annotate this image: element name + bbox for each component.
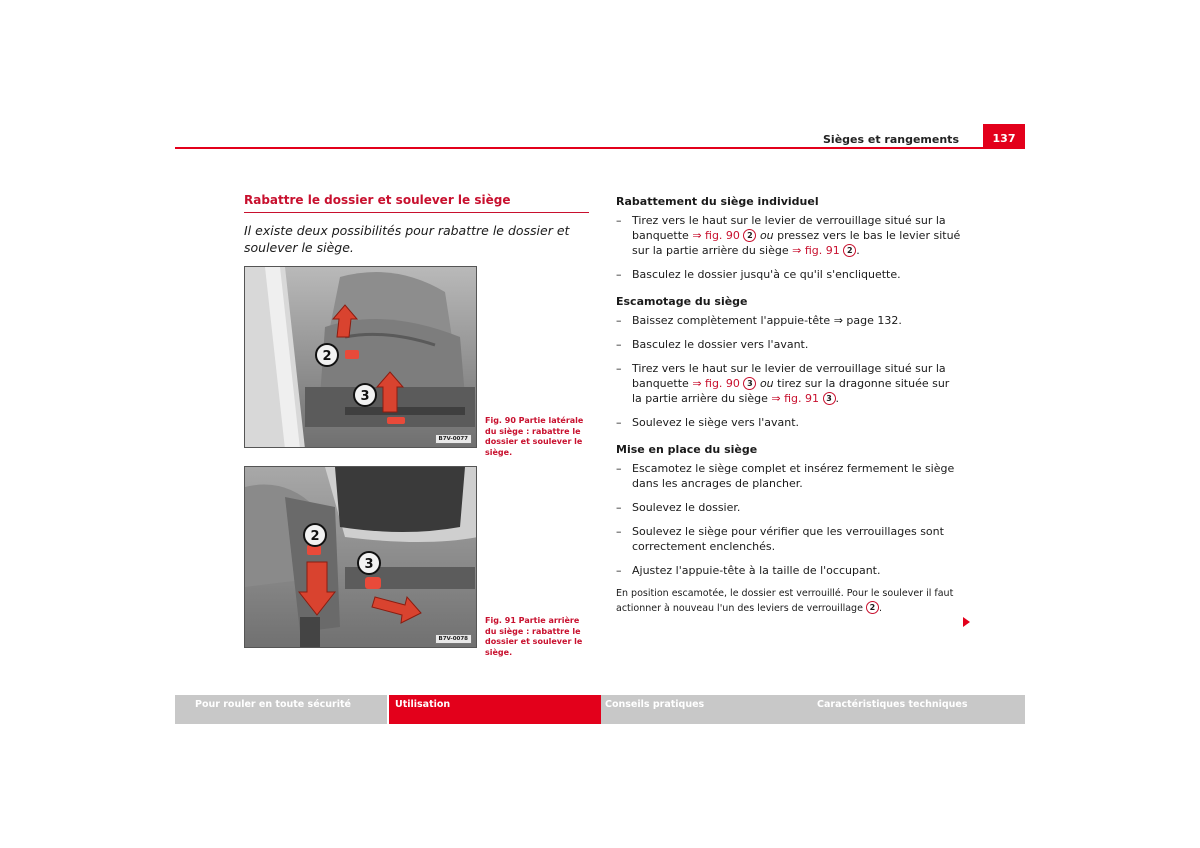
right-column [616,194,962,616]
list-item: – Escamotez le siège complet et insérez fermement le siège dans les ancrages de plancher. [616,462,955,490]
list-item: – Baissez complètement l'appuie-tête ⇒ page 132. [616,314,902,327]
figure-90-caption: Fig. 90 Partie latérale du siège : rabattre le dossier et soulever le siège. [485,416,584,457]
left-column [244,193,589,256]
figure-91-marker-3: 3 [364,557,374,572]
list-item: – Basculez le dossier vers l'avant. [616,338,809,351]
heading-rabattement: Rabattement du siège individuel [616,195,819,208]
figure-90-marker-2: 2 [322,349,332,364]
figure-90-code: B7V-0077 [435,434,472,444]
heading-mise-en-place: Mise en place du siège [616,443,758,456]
next-page-arrow-icon[interactable] [963,617,970,627]
page-number-badge: 137 [983,124,1025,149]
footer-tab-conseils[interactable]: Conseils pratiques [601,695,813,724]
marker-circle: 3 [823,392,836,405]
marker-circle: 2 [866,601,879,614]
footer-tab-caracteristiques[interactable]: Caractéristiques techniques [813,695,1025,724]
link-fig-90[interactable]: ⇒ fig. 90 [692,377,740,390]
list-item: – Soulevez le siège vers l'avant. [616,416,800,429]
heading-escamotage: Escamotage du siège [616,295,748,308]
list-item: – Soulevez le siège pour vérifier que les verrouillages sont correctement enclenchés. [616,525,944,553]
section-title: Rabattre le dossier et soulever le siège [244,193,589,213]
footer-tab-utilisation[interactable]: Utilisation [389,695,601,724]
note-text: En position escamotée, le dossier est verrouillé. Pour le soulever il faut actionner à nouveau l'un des leviers de verrouillage 2 . [616,588,954,614]
figure-91-marker-2: 2 [310,529,320,544]
figure-90-image [244,266,477,448]
list-item: – Tirez vers le haut sur le levier de verrouillage situé sur la banquette ⇒ fig. 90 3 ou tirez sur la dragonne située sur la partie arrière du siège ⇒ fig. 91 3 . [616,362,950,405]
link-fig-90[interactable]: ⇒ fig. 90 [692,229,740,242]
header-rule [175,147,1025,149]
footer-tab-securite[interactable]: Pour rouler en toute sécurité [175,695,387,724]
intro-text: Il existe deux possibilités pour rabattre le dossier et soulever le siège. [244,223,570,255]
figure-91-caption: Fig. 91 Partie arrière du siège : rabattre le dossier et soulever le siège. [485,616,583,657]
list-item: – Soulevez le dossier. [616,501,741,514]
running-header-title: Sièges et rangements [823,133,959,146]
marker-circle: 2 [743,229,756,242]
marker-circle: 3 [743,377,756,390]
figure-91-image [244,466,477,648]
link-fig-91[interactable]: ⇒ fig. 91 [792,244,840,257]
list-item: – Ajustez l'appuie-tête à la taille de l'occupant. [616,564,881,577]
marker-circle: 2 [843,244,856,257]
list-item: – Basculez le dossier jusqu'à ce qu'il s'encliquette. [616,268,901,281]
list-item: – Tirez vers le haut sur le levier de verrouillage situé sur la banquette ⇒ fig. 90 2 ou pressez vers le bas le levier situé sur la partie arrière du siège ⇒ fig. 91 2 . [616,214,961,257]
link-fig-91[interactable]: ⇒ fig. 91 [771,392,820,405]
figure-91-code: B7V-0078 [435,634,472,644]
figure-90-marker-3: 3 [360,389,370,404]
